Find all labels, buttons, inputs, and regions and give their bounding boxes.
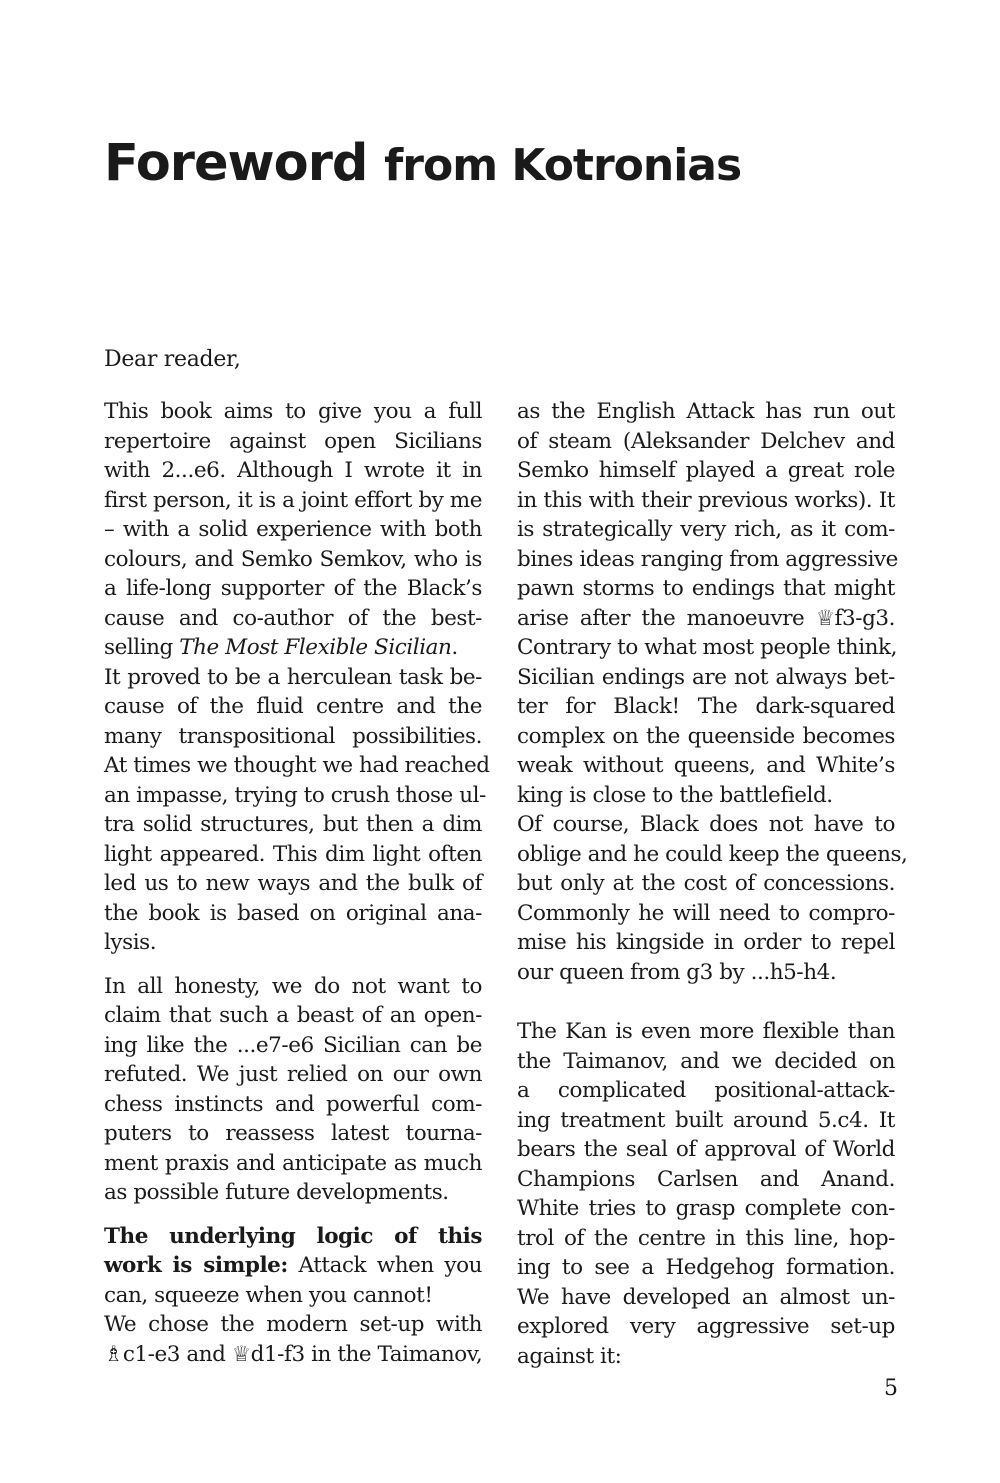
- text-line: Contrary to what most people think,: [517, 635, 897, 660]
- text-line: repertoire against open Sicilians: [104, 428, 482, 454]
- paragraph: [104, 972, 482, 1208]
- text-line: king is close to the battlefield.: [517, 782, 833, 808]
- greeting: Dear reader,: [104, 347, 241, 372]
- text-fragment: Attack when you: [287, 1253, 482, 1278]
- text-line: explored very aggressive set-up: [517, 1314, 895, 1339]
- text-line: At times we thought we had reached: [104, 753, 490, 778]
- paragraph-gap: [517, 987, 895, 1017]
- text-line: led us to new ways and the bulk of: [104, 871, 482, 896]
- text-line: It proved to be a herculean task be-: [104, 664, 482, 690]
- text-line: – with a solid experience with both: [104, 517, 482, 542]
- text-line: complex on the queenside becomes: [517, 723, 895, 749]
- text-line: ♗c1-e3 and ♕d1-f3 in the Taimanov,: [104, 1341, 483, 1367]
- text-line: [104, 1251, 482, 1281]
- text-line: the Taimanov, and we decided on: [517, 1048, 895, 1074]
- text-line: chess instincts and powerful com-: [104, 1091, 482, 1117]
- text-line: Of course, Black does not have to: [517, 812, 895, 837]
- text-line: cause and co-author of the best-: [104, 605, 482, 631]
- text-fragment: selling: [104, 635, 180, 660]
- title-main: Foreword: [104, 134, 368, 193]
- paragraph: [517, 397, 898, 810]
- text-line: trol of the centre in this line, hop-: [517, 1225, 895, 1251]
- paragraph: [517, 810, 908, 987]
- paragraph: [517, 1017, 895, 1371]
- text-line: with 2...e6. Although I wrote it in: [104, 458, 482, 483]
- text-line: first person, it is a joint effort by me: [104, 487, 482, 513]
- text-line: bines ideas ranging from aggressive: [517, 546, 898, 572]
- text-line: an impasse, trying to crush those ul-: [104, 782, 486, 808]
- text-line: colours, and Semko Semkov, who is: [104, 546, 482, 572]
- text-line: against it:: [517, 1343, 622, 1369]
- text-line: our queen from g3 by ...h5-h4.: [517, 959, 837, 985]
- text-line: Semko himself played a great role: [517, 458, 895, 483]
- text-line: light appeared. This dim light often: [104, 841, 482, 867]
- text-line: White tries to grasp complete con-: [517, 1196, 895, 1221]
- text-line: can, squeeze when you cannot!: [104, 1282, 433, 1308]
- text-line: a life-long supporter of the Black’s: [104, 576, 482, 601]
- text-line: is strategically very rich, as it com-: [517, 517, 895, 542]
- text-line: The Kan is even more flexible than: [517, 1019, 895, 1044]
- text-line: oblige and he could keep the queens,: [517, 841, 908, 867]
- text-line: but only at the cost of concessions.: [517, 871, 895, 896]
- paragraph: [104, 1310, 482, 1369]
- text-line: as the English Attack has run out: [517, 399, 895, 424]
- text-line: many transpositional possibilities.: [104, 723, 482, 749]
- text-line: mise his kingside in order to repel: [517, 930, 895, 955]
- book-title: The Most Flexible Sicilian: [179, 635, 452, 660]
- text-line: tra solid structures, but then a dim: [104, 812, 482, 837]
- text-line: claim that such a beast of an open-: [104, 1003, 482, 1028]
- text-line: a complicated positional-attack-: [517, 1078, 895, 1103]
- text-line: weak without queens, and White’s: [517, 753, 895, 778]
- text-line: Commonly he will need to compro-: [517, 900, 895, 926]
- text-line: In all honesty, we do not want to: [104, 973, 482, 999]
- text-line: as possible future developments.: [104, 1180, 449, 1205]
- text-line: Champions Carlsen and Anand.: [517, 1166, 895, 1192]
- right-column: [517, 397, 908, 1371]
- page-title: [104, 132, 741, 198]
- text-line: ing like the ...e7-e6 Sicilian can be: [104, 1032, 482, 1058]
- text-line: cause of the fluid centre and the: [104, 694, 482, 719]
- text-line: bears the seal of approval of World: [517, 1137, 895, 1162]
- text-line: in this with their previous works). It: [517, 487, 895, 513]
- text-line: [104, 633, 482, 663]
- text-line: of steam (Aleksander Delchev and: [517, 428, 895, 454]
- paragraph: [104, 397, 482, 663]
- text-line: lysis.: [104, 930, 157, 955]
- text-line: [104, 1222, 482, 1252]
- text-line: ing treatment built around 5.c4. It: [517, 1107, 895, 1133]
- left-column: [104, 397, 490, 1369]
- paragraph: [104, 1222, 482, 1311]
- text-line: refuted. We just relied on our own: [104, 1062, 482, 1087]
- text-line: We have developed an almost un-: [517, 1284, 895, 1310]
- text-line: pawn storms to endings that might: [517, 576, 895, 601]
- bold-text: work is simple:: [104, 1253, 288, 1278]
- text-line: arise after the manoeuvre ♕f3-g3.: [517, 605, 895, 631]
- text-line: puters to reassess latest tourna-: [104, 1121, 482, 1146]
- bold-text: The underlying logic of this: [104, 1223, 482, 1249]
- paragraph: [104, 663, 490, 958]
- text-line: the book is based on original ana-: [104, 900, 482, 926]
- text-line: ter for Black! The dark-squared: [517, 694, 895, 719]
- text-fragment: .: [451, 635, 458, 660]
- text-line: This book aims to give you a full: [104, 399, 482, 424]
- paragraph-gap: [104, 958, 482, 972]
- paragraph-gap: [104, 1208, 482, 1222]
- title-sub: from Kotronias: [384, 140, 742, 191]
- text-line: ing to see a Hedgehog formation.: [517, 1255, 895, 1280]
- text-line: Sicilian endings are not always bet-: [517, 664, 895, 690]
- text-line: ment praxis and anticipate as much: [104, 1150, 482, 1176]
- text-line: We chose the modern set-up with: [104, 1312, 482, 1337]
- page-number: 5: [884, 1376, 898, 1401]
